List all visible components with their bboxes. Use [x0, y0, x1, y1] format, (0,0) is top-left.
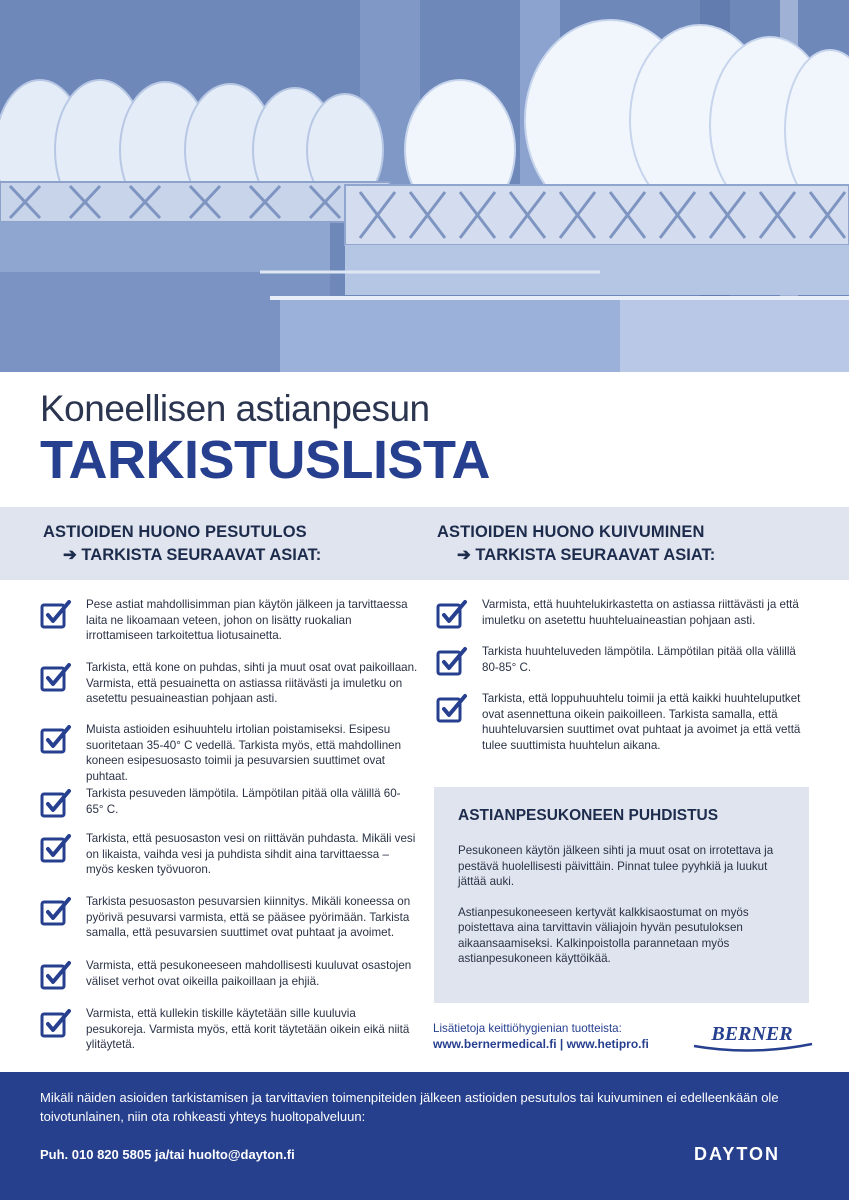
- berner-logo-text: BERNER: [711, 1023, 793, 1045]
- right-subheading: ➔ TARKISTA SEURAAVAT ASIAT:: [457, 546, 716, 564]
- infobox-paragraph-2: Astianpesukoneeseen kertyvät kalkkisaostumat on myös poistettava aina tarvittavin väliajoin hyvän pesutuloksen aikaansaamiseksi. Kalkinpoistolla parannetaan myös astianpesukoneen käyttöikää.: [458, 905, 749, 965]
- arrow-right-icon: ➔: [63, 546, 77, 564]
- dish-rack-illustration: [0, 0, 849, 372]
- checkbox-checked-icon: [436, 646, 468, 678]
- list-item: Muista astioiden esihuuhtelu irtolian poistamiseksi. Esipesu suoritetaan 35-40° C vedellä. Tarkista myös, että mahdollinen koneen esipesuosasto toimii ja pesuvarsien suuttimet ovat puhtaat.: [40, 722, 418, 784]
- infobox-paragraph-1: Pesukoneen käytön jälkeen sihti ja muut osat on irrotettava ja pestävä huolellisesti päivittäin. Pinnat tulee pyyhkiä ja luukut jättää auki.: [458, 844, 774, 888]
- list-item: Varmista, että kullekin tiskille käytetään sille kuuluvia pesukoreja. Varmista myös, että korit täytetään oikein eikä niitä ylitäytetä.: [40, 1006, 418, 1053]
- more-info-links: [433, 1022, 649, 1051]
- checkbox-checked-icon: [40, 724, 72, 756]
- right-section-heading: [437, 523, 715, 565]
- checkbox-checked-icon: [436, 693, 468, 725]
- checkbox-checked-icon: [40, 788, 72, 820]
- infobox-heading: ASTIANPESUKONEEN PUHDISTUS: [458, 807, 719, 824]
- dayton-logo: DAYTON: [694, 1144, 781, 1164]
- footer: [0, 1072, 849, 1200]
- list-item: Tarkista, että loppuhuuhtelu toimii ja että kaikki huuhteluputket ovat asennettuna oikein paikoilleen. Tarkista samalla, että huuhteluvarsien suuttimet ovat puhtaat ja avoimet ja että vettä tulee suuttimista huuhtelun aikana.: [436, 691, 804, 753]
- list-item: Varmista, että pesukoneeseen mahdollisesti kuuluvat osastojen väliset verhot ovat oikeilla paikoillaan ja ehjiä.: [40, 958, 418, 992]
- list-item: Varmista, että huuhtelukirkastetta on astiassa riittävästi ja että imuletku on asetettu huuhteluaineastian pohjaan asti.: [436, 597, 804, 631]
- checkbox-checked-icon: [436, 599, 468, 631]
- right-heading: ASTIOIDEN HUONO KUIVUMINEN: [437, 523, 705, 541]
- links-label: Lisätietoja keittiöhygienian tuotteista:: [433, 1022, 622, 1035]
- footer-text: Mikäli näiden asioiden tarkistamisen ja tarvittavien toimenpiteiden jälkeen astioiden pesutulos tai kuivuminen ei edelleenkään ole toivotunlainen, niin ota rohkeasti yhteys huoltopalveluun:: [40, 1090, 779, 1124]
- list-item: Pese astiat mahdollisimman pian käytön jälkeen ja tarvittaessa laita ne likoamaan veteen, johon on lisätty ruokalian irrottamiseen tarkoitettua liotusainetta.: [40, 597, 418, 644]
- document-title: [40, 388, 490, 489]
- title-line-2: TARKISTUSLISTA: [40, 430, 490, 490]
- berner-logo: [690, 1020, 815, 1054]
- footer-contact[interactable]: Puh. 010 820 5805 ja/tai huolto@dayton.fi: [40, 1147, 295, 1162]
- cleaning-info-box: [434, 787, 809, 1003]
- checkbox-checked-icon: [40, 960, 72, 992]
- list-item: Tarkista huuhteluveden lämpötila. Lämpötilan pitää olla välillä 80-85° C.: [436, 644, 804, 678]
- list-item: Tarkista, että pesuosaston vesi on riittävän puhdasta. Mikäli vesi on likaista, vaihda vesi ja puhdista sihdit aina tarvittaessa – myös kesken työvuoron.: [40, 831, 418, 878]
- checkbox-checked-icon: [40, 896, 72, 928]
- checkbox-checked-icon: [40, 1008, 72, 1040]
- left-heading: ASTIOIDEN HUONO PESUTULOS: [43, 523, 307, 541]
- hero-photo-dishwasher: [0, 0, 849, 372]
- list-item: Tarkista pesuveden lämpötila. Lämpötilan pitää olla välillä 60-65° C.: [40, 786, 418, 820]
- list-item: Tarkista, että kone on puhdas, sihti ja muut osat ovat paikoillaan. Varmista, että pesuainetta on astiassa riitävästi ja imuletku on asetettu pesuaineastian pohjaan asti.: [40, 660, 418, 707]
- links-urls[interactable]: www.bernermedical.fi | www.hetipro.fi: [433, 1037, 649, 1051]
- checkbox-checked-icon: [40, 833, 72, 865]
- left-subheading: ➔ TARKISTA SEURAAVAT ASIAT:: [63, 546, 322, 564]
- section-heading-band: [0, 507, 849, 580]
- arrow-right-icon: ➔: [457, 546, 471, 564]
- left-section-heading: [43, 523, 321, 565]
- list-item: Tarkista pesuosaston pesuvarsien kiinnitys. Mikäli koneessa on pyörivä pesuvarsi varmista, että se pääsee pyörimään. Tarkista samalla, että pesuvarsien suuttimet ovat puhtaat ja avoimet.: [40, 894, 418, 941]
- checkbox-checked-icon: [40, 599, 72, 631]
- checkbox-checked-icon: [40, 662, 72, 694]
- title-line-1: Koneellisen astianpesun: [40, 388, 430, 429]
